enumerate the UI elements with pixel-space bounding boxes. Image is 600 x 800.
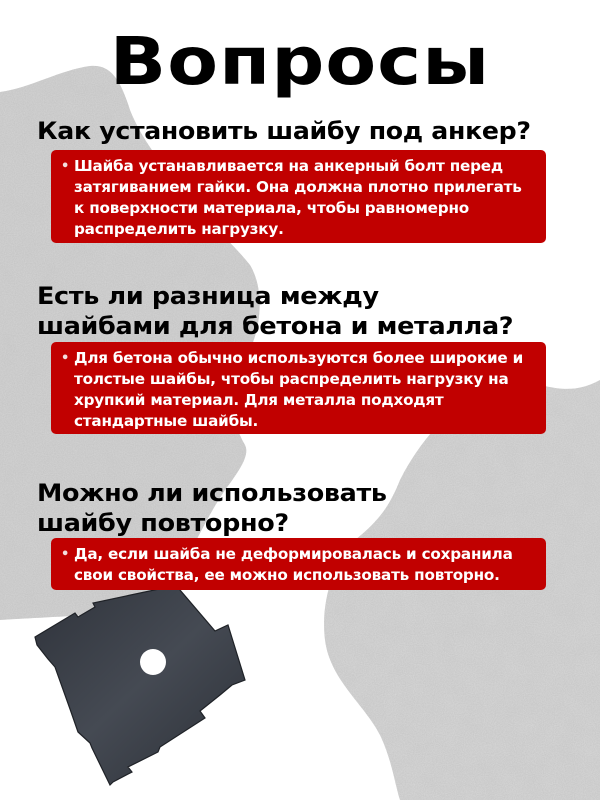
bullet-icon: • (61, 547, 70, 562)
faq-question-2-line-2: шайбами для бетона и металла? (37, 312, 514, 340)
faq-question-3-line-1: Можно ли использовать (37, 479, 387, 507)
faq-question-2 (37, 281, 513, 341)
page-title: Вопросы (109, 23, 491, 100)
faq-question-2-line-1: Есть ли разница между (37, 282, 379, 310)
washer-center-hole (140, 649, 166, 675)
faq-question-1-line-1: Как установить шайбу под анкер? (37, 117, 531, 145)
faq-question-3 (37, 478, 387, 538)
right-concrete-blob (324, 380, 600, 800)
faq-answer-2-text: Для бетона обычно используются более широкие и толстые шайбы, чтобы распределить нагрузку на хрупкий материал. Для металла подходят стандартные шайбы. (74, 349, 524, 430)
faq-answer-card-2 (51, 342, 546, 434)
faq-answer-card-3 (51, 538, 546, 590)
faq-question-1 (37, 116, 531, 146)
faq-question-3-line-2: шайбу повторно? (37, 509, 289, 537)
faq-answer-2 (61, 348, 534, 432)
faq-answer-3-text: Да, если шайба не деформировалась и сохранила свои свойства, ее можно использовать повторно. (74, 545, 513, 584)
anchor-washer-image (20, 585, 280, 794)
faq-answer-3 (61, 544, 534, 586)
faq-answer-1-text: Шайба устанавливается на анкерный болт перед затягиванием гайки. Она должна плотно прилегать к поверхности материала, чтобы равномерно распределить нагрузку. (74, 157, 522, 238)
bullet-icon: • (61, 351, 70, 366)
bullet-icon: • (61, 159, 70, 174)
faq-answer-card-1 (51, 150, 546, 243)
faq-answer-1 (61, 156, 534, 240)
